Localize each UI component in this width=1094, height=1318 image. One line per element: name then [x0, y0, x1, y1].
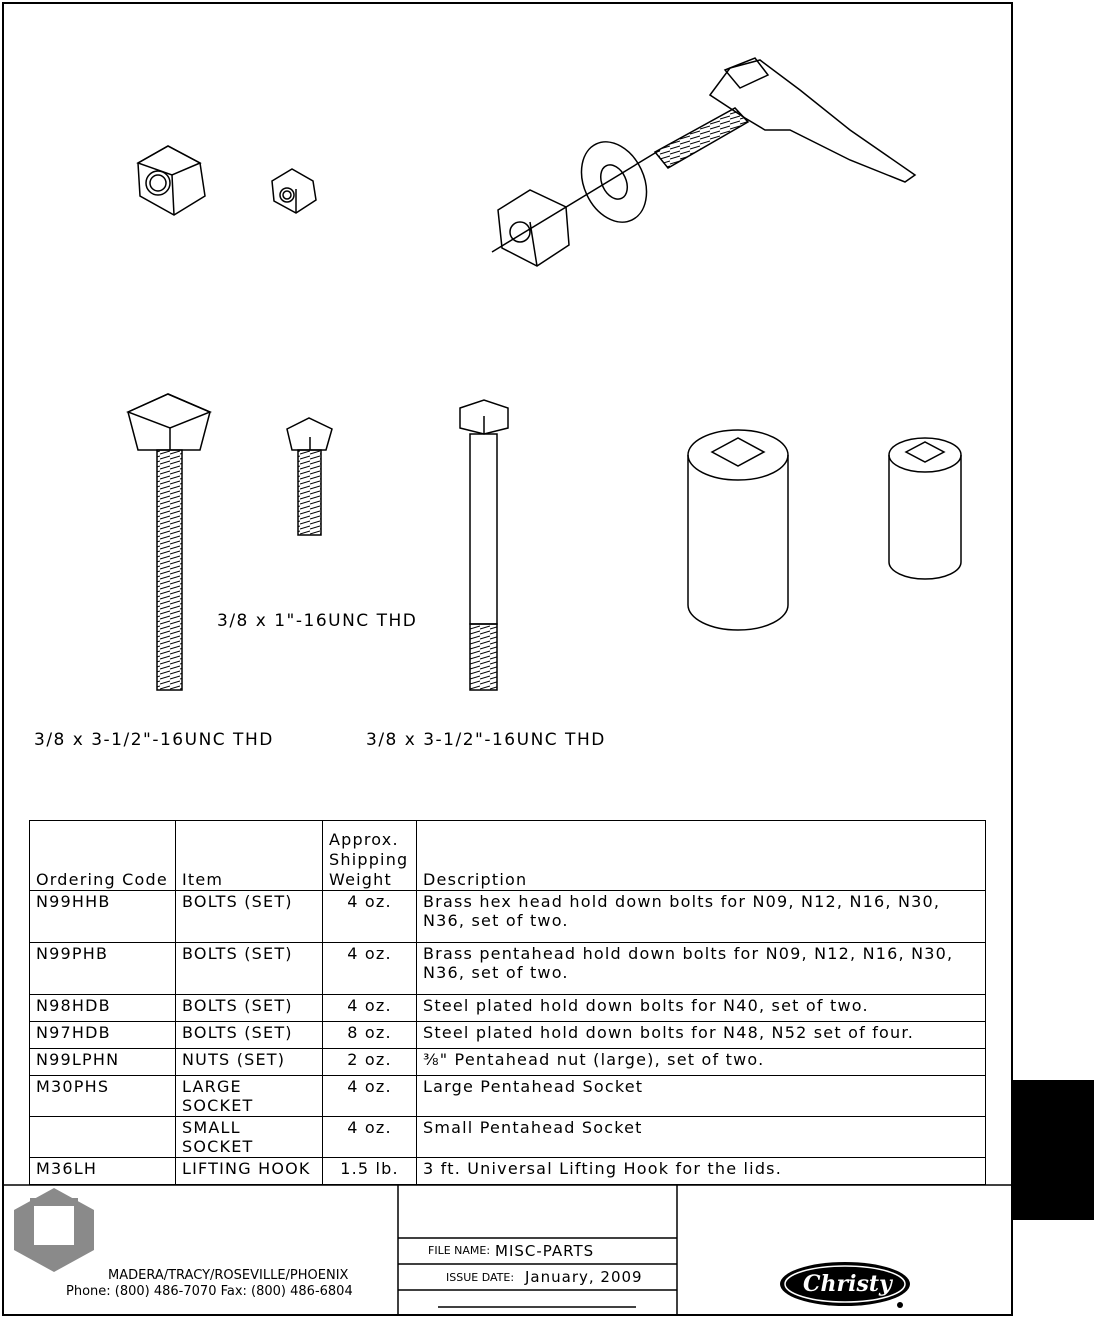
- cell-item: BOLTS (SET): [176, 891, 323, 943]
- parts-table: [29, 820, 986, 1185]
- pentahead-bolt-small: [287, 418, 332, 535]
- cell-weight: 4 oz.: [323, 943, 417, 995]
- cell-item: LARGE SOCKET: [176, 1076, 323, 1117]
- table-header: [30, 821, 986, 891]
- cell-weight: 4 oz.: [323, 891, 417, 943]
- cell-item: LIFTING HOOK: [176, 1158, 323, 1185]
- cell-weight: 1.5 lb.: [323, 1158, 417, 1185]
- cell-description: Steel plated hold down bolts for N48, N52 set of four.: [417, 1022, 986, 1049]
- table-row: [30, 1076, 986, 1117]
- header-description: Description: [417, 821, 986, 891]
- header-weight: Approx. Shipping Weight: [323, 821, 417, 891]
- bolt-small-label: 3/8 x 1"-16UNC THD: [217, 611, 418, 631]
- section-tab: [1012, 1080, 1094, 1220]
- header-item: Item: [176, 821, 323, 891]
- issue-date-label: ISSUE DATE:: [446, 1271, 515, 1284]
- cell-code: N99HHB: [30, 891, 176, 943]
- hex-bolt: [460, 400, 508, 690]
- cell-item: BOLTS (SET): [176, 995, 323, 1022]
- cell-description: Steel plated hold down bolts for N40, set of two.: [417, 995, 986, 1022]
- bolt-large-label: 3/8 x 3-1/2"-16UNC THD: [34, 730, 274, 750]
- cell-code: N99PHB: [30, 943, 176, 995]
- cell-item: BOLTS (SET): [176, 1022, 323, 1049]
- issue-date-value: January, 2009: [525, 1268, 643, 1286]
- cell-code: N98HDB: [30, 995, 176, 1022]
- cell-code: [30, 1117, 176, 1158]
- cell-weight: 2 oz.: [323, 1049, 417, 1076]
- socket-small: [889, 438, 961, 579]
- table-row: [30, 943, 986, 995]
- cell-code: M30PHS: [30, 1076, 176, 1117]
- file-name-value: MISC-PARTS: [495, 1242, 595, 1260]
- cell-item: SMALL SOCKET: [176, 1117, 323, 1158]
- file-name-label: FILE NAME:: [428, 1244, 491, 1257]
- lifting-hook-assembly: [492, 58, 915, 266]
- company-logo-icon: [14, 1188, 94, 1272]
- header-code: Ordering Code: [30, 821, 176, 891]
- cell-weight: 4 oz.: [323, 995, 417, 1022]
- table-row: [30, 1158, 986, 1185]
- socket-large: [688, 430, 788, 630]
- table-row: [30, 1049, 986, 1076]
- christy-logo-text: Christy: [803, 1271, 892, 1297]
- pentahead-nut-large: [138, 146, 205, 215]
- cell-weight: 8 oz.: [323, 1022, 417, 1049]
- cell-description: Brass hex head hold down bolts for N09, N12, N16, N30, N36, set of two.: [417, 891, 986, 943]
- cell-weight: 4 oz.: [323, 1076, 417, 1117]
- cell-code: N99LPHN: [30, 1049, 176, 1076]
- cell-item: NUTS (SET): [176, 1049, 323, 1076]
- cell-item: BOLTS (SET): [176, 943, 323, 995]
- bolt-hex-label: 3/8 x 3-1/2"-16UNC THD: [366, 730, 606, 750]
- phone-text: Phone: (800) 486-7070 Fax: (800) 486-6804: [66, 1284, 353, 1299]
- table-row: [30, 1022, 986, 1049]
- pentahead-nut-small: [272, 169, 316, 213]
- table-row: [30, 891, 986, 943]
- cell-description: Brass pentahead hold down bolts for N09, N12, N16, N30, N36, set of two.: [417, 943, 986, 995]
- cell-description: Small Pentahead Socket: [417, 1117, 986, 1158]
- cell-code: M36LH: [30, 1158, 176, 1185]
- cell-weight: 4 oz.: [323, 1117, 417, 1158]
- cell-code: N97HDB: [30, 1022, 176, 1049]
- cell-description: 3 ft. Universal Lifting Hook for the lids.: [417, 1158, 986, 1185]
- cell-description: ⅜" Pentahead nut (large), set of two.: [417, 1049, 986, 1076]
- pentahead-bolt-large: [128, 394, 210, 690]
- table-row: [30, 1117, 986, 1158]
- locations-text: MADERA/TRACY/ROSEVILLE/PHOENIX: [108, 1268, 349, 1283]
- cell-description: Large Pentahead Socket: [417, 1076, 986, 1117]
- table-row: [30, 995, 986, 1022]
